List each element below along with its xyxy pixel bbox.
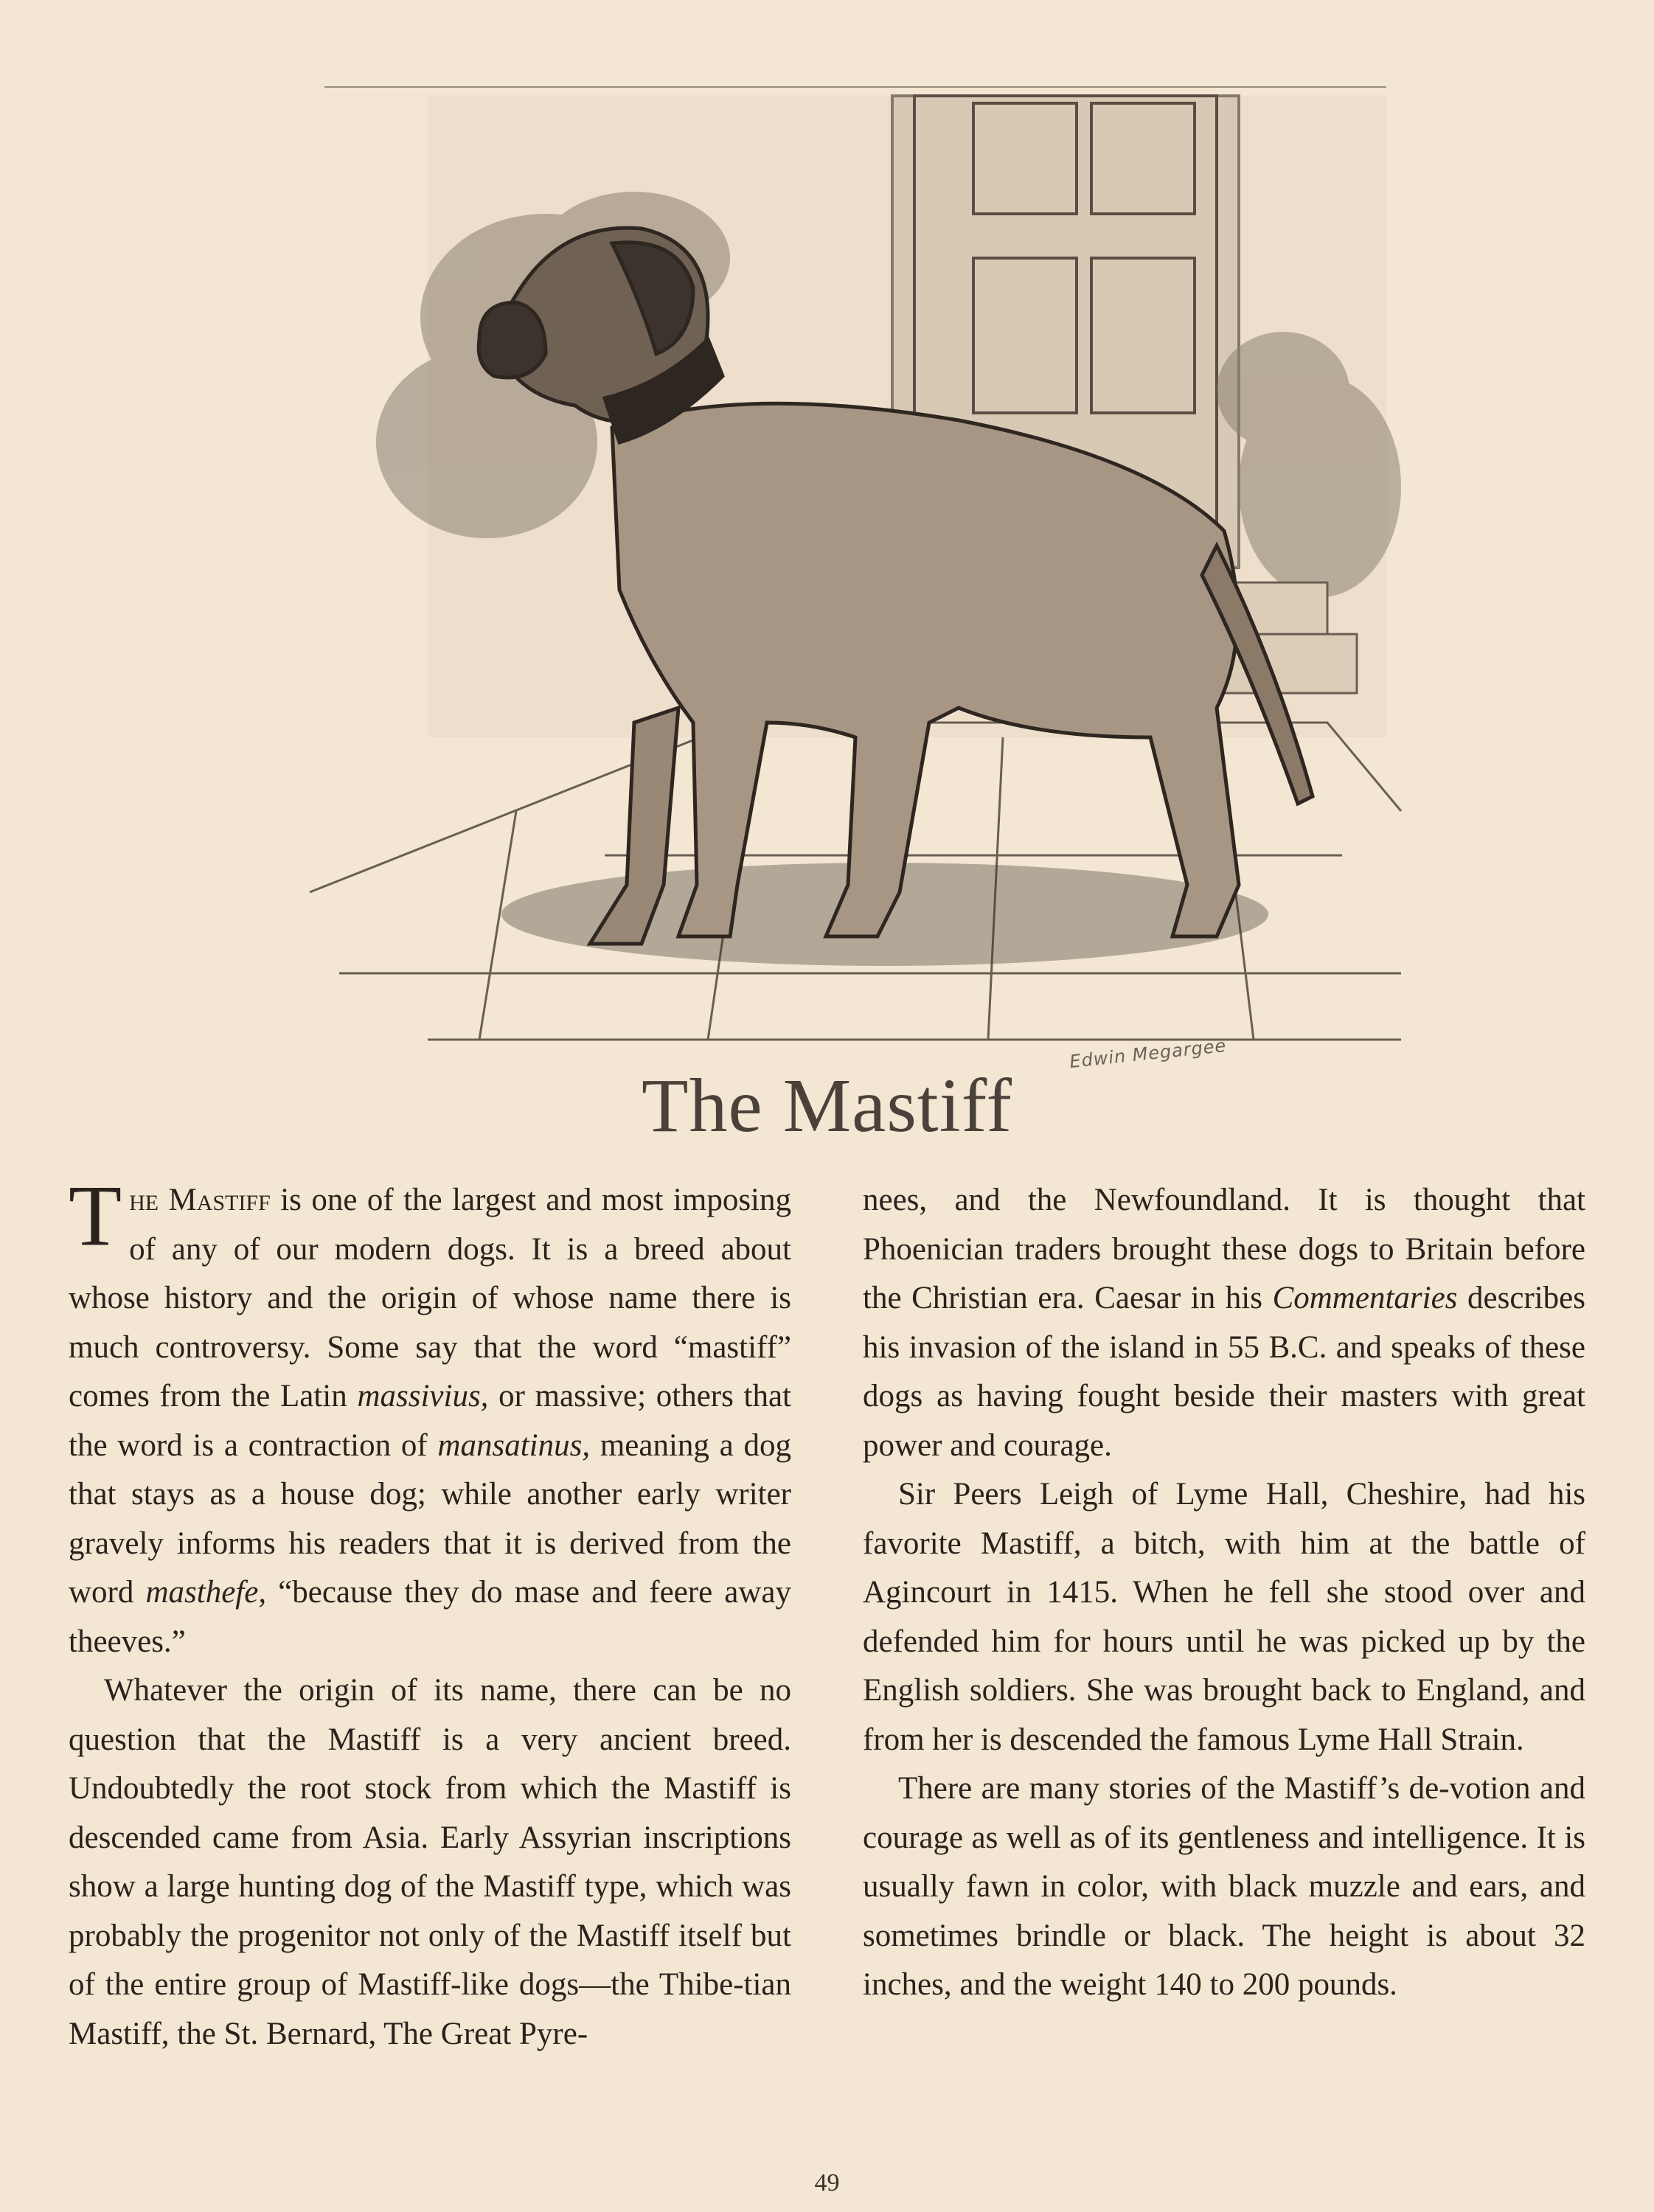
mastiff-illustration	[295, 74, 1416, 1084]
lead-in: he Mastiff	[129, 1183, 271, 1217]
paragraph: The Mastiff is one of the largest and most imposing of any of our modern dogs. It is a breed about whose history and the origin of whose name there is much controversy. Some say that the word “mastiff” comes from the Latin massivius, or massive; others that the word is a contraction of mansatinus, meaning a dog that stays as a house dog; while another early writer gravely informs his readers that it is derived from the word masthefe, “because they do mase and feere away theeves.”	[69, 1167, 792, 1659]
page-number: 49	[814, 2169, 840, 2197]
paragraph: nees, and the Newfoundland. It is thought that Phoenician traders brought these dogs to Britain before the Christian era. Caesar in his Commentaries describes his invasion of the island in 55 B.C. and speaks of these dogs as having fought beside their masters with great power and courage.	[863, 1183, 1585, 1463]
left-column	[69, 1167, 792, 2059]
drop-cap: T	[69, 1167, 122, 1264]
artist-signature: Edwin Megargee	[1069, 1034, 1228, 1073]
page-title: The Mastiff	[642, 1063, 1012, 1148]
paragraph: Sir Peers Leigh of Lyme Hall, Cheshire, had his favorite Mastiff, a bitch, with him at the battle of Agincourt in 1415. When he fell she stood over and defended him for hours until he was picked up by the English soldiers. She was brought back to England, and from her is descended the famous Lyme Hall Strain.	[863, 1477, 1585, 1757]
paragraph: Whatever the origin of its name, there can be no question that the Mastiff is a very ancient breed. Undoubtedly the root stock from which the Mastiff is descended came from Asia. Early Assyrian inscriptions show a large hunting dog of the Mastiff type, which was probably the progenitor not only of the Mastiff itself but of the entire group of Mastiff-like dogs—the Thibe-tian Mastiff, the St. Bernard, The Great Pyre-	[69, 1673, 791, 2051]
paragraph: There are many stories of the Mastiff’s de-votion and courage as well as of its gentleness and intelligence. It is usually fawn in color, with black muzzle and ears, and sometimes brindle or black. The height is about 32 inches, and the weight 140 to 200 pounds.	[863, 1771, 1585, 2002]
right-column	[863, 1176, 1585, 2010]
